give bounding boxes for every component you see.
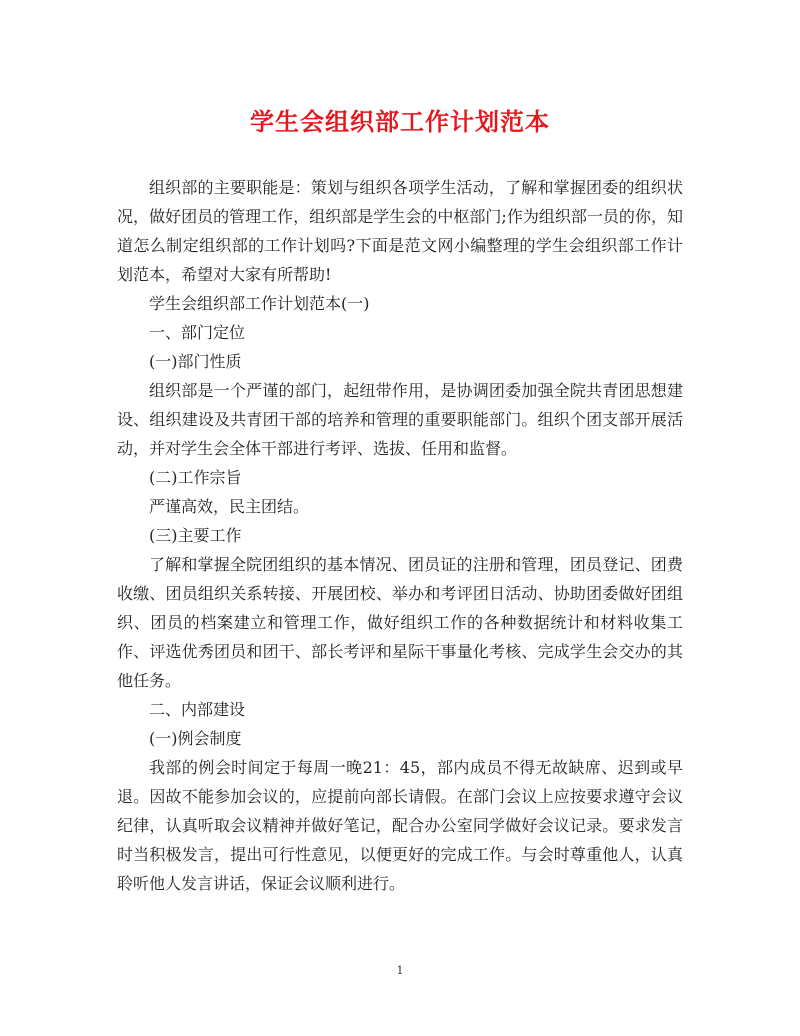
document-title: 学生会组织部工作计划范本: [250, 107, 550, 136]
section-heading: 二、内部建设: [149, 700, 246, 719]
subsection-heading: (一)部门性质: [149, 352, 242, 371]
subsection-heading: (三)主要工作: [149, 526, 242, 545]
body-paragraph: 严谨高效，民主团结。: [149, 497, 310, 516]
body-paragraph: 我部的例会时间定于每周一晚21：45，部内成员不得无故缺席、迟到或早退。因故不能参加会议的，应提前向部长请假。在部门会议上应按要求遵守会议纪律，认真听取会议精神并做好笔记，配合办公室同学做好会议记录。要求发言时当积极发言，提出可行性意见，以便更好的完成工作。与会时尊重他人，认真聆听他人发言讲话，保证会议顺利进行。: [117, 758, 683, 893]
body-paragraph: 了解和掌握全院团组织的基本情况、团员证的注册和管理，团员登记、团费收缴、团员组织关系转接、开展团校、举办和考评团日活动、协助团委做好团组织、团员的档案建立和管理工作，做好组织工作的各种数据统计和材料收集工作、评选优秀团员和团干、部长考评和星际干事量化考核、完成学生会交办的其他任务。: [117, 555, 683, 690]
subsection-heading: (一)例会制度: [149, 729, 242, 748]
intro-paragraph: 组织部的主要职能是：策划与组织各项学生活动，了解和掌握团委的组织状况，做好团员的管理工作，组织部是学生会的中枢部门;作为组织部一员的你，知道怎么制定组织部的工作计划吗?下面是范文网小编整理的学生会组织部工作计划范本，希望对大家有所帮助!: [117, 178, 683, 284]
body-paragraph: 组织部是一个严谨的部门，起纽带作用，是协调团委加强全院共青团思想建设、组织建设及共青团干部的培养和管理的重要职能部门。组织个团支部开展活动，并对学生会全体干部进行考评、选拔、任用和监督。: [117, 381, 683, 458]
page-number: 1: [396, 964, 404, 977]
subsection-heading: (二)工作宗旨: [149, 468, 242, 487]
section-heading: 一、部门定位: [149, 323, 246, 342]
section-heading: 学生会组织部工作计划范本(一): [149, 294, 370, 313]
document-body: [117, 173, 683, 898]
